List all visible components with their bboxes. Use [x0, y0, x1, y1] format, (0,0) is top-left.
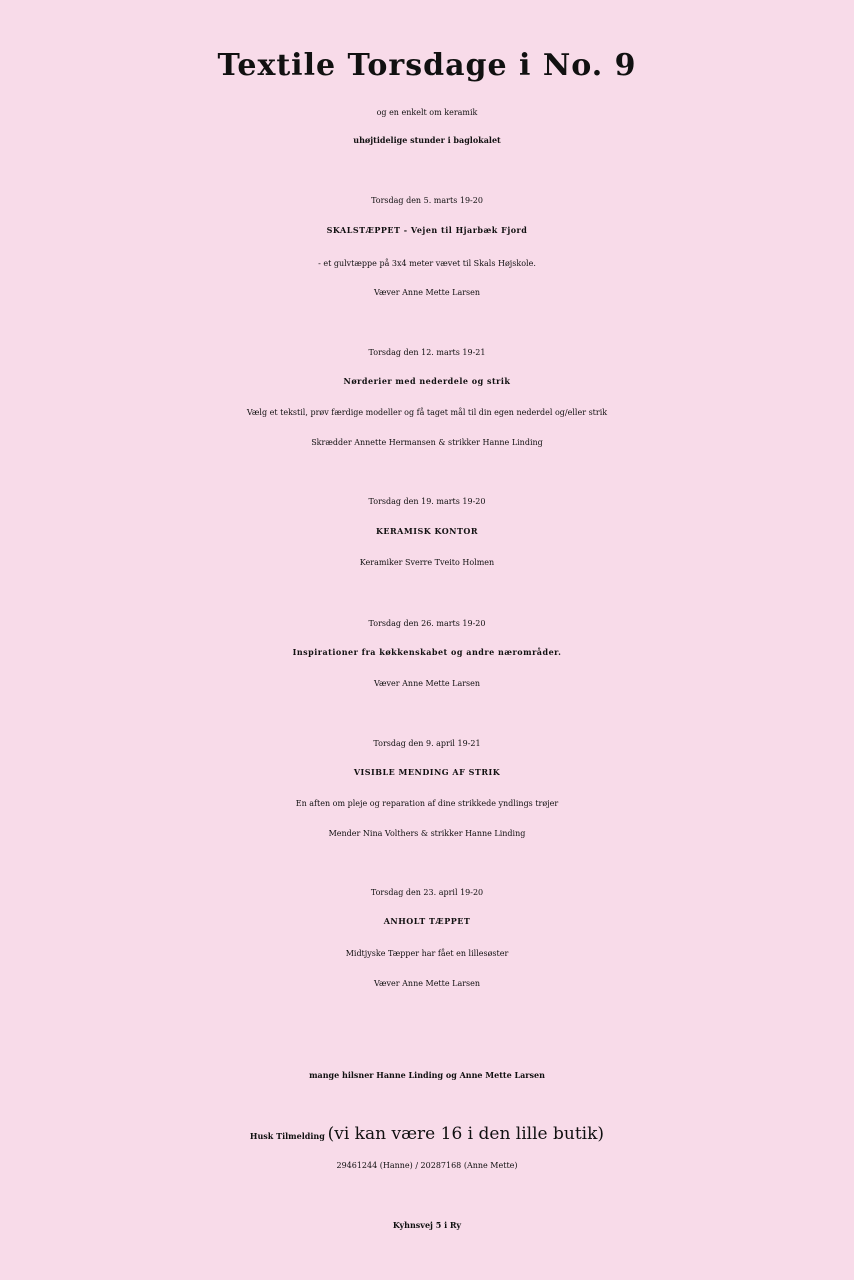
event-2-date: Torsdag den 12. marts 19-21 — [368, 348, 486, 357]
event-6-heading: ANHOLT TÆPPET — [383, 916, 471, 926]
event-5-date: Torsdag den 9. april 19-21 — [373, 739, 481, 748]
event-3-heading: KERAMISK KONTOR — [375, 526, 479, 536]
event-1-heading: SKALSTÆPPET - Vejen til Hjarbæk Fjord — [326, 225, 528, 235]
address: Kyhnsvej 5 i Ry — [392, 1220, 462, 1230]
event-5-description: En aften om pleje og reparation af dine strikkede yndlings trøjer — [295, 799, 559, 808]
event-5-host: Mender Nina Volthers & strikker Hanne Linding — [328, 829, 526, 838]
subtitle-tagline: uhøjtidelige stunder i baglokalet — [353, 135, 501, 145]
event-2-description: Vælg et tekstil, prøv færdige modeller og få taget mål til din egen nederdel og/eller strik — [246, 408, 608, 417]
event-2-heading: Nørderier med nederdele og strik — [343, 376, 511, 386]
event-4-heading: Inspirationer fra køkkenskabet og andre nærområder. — [292, 647, 562, 657]
event-1-host: Væver Anne Mette Larsen — [373, 288, 481, 297]
signup-label: Husk Tilmelding — [249, 1131, 325, 1141]
event-6-date: Torsdag den 23. april 19-20 — [370, 888, 484, 897]
event-3-host: Keramiker Sverre Tveito Holmen — [359, 558, 495, 567]
event-4-host: Væver Anne Mette Larsen — [373, 679, 481, 688]
event-2-host: Skrædder Annette Hermansen & strikker Hanne Linding — [311, 438, 543, 447]
closing-greeting: mange hilsner Hanne Linding og Anne Mette Larsen — [309, 1070, 545, 1080]
event-1-description: - et gulvtæppe på 3x4 meter vævet til Skals Højskole. — [318, 259, 536, 268]
phone-numbers: 29461244 (Hanne) / 20287168 (Anne Mette) — [336, 1161, 518, 1170]
event-4-date: Torsdag den 26. marts 19-20 — [368, 619, 486, 628]
page-title: Textile Torsdage i No. 9 — [217, 48, 637, 83]
event-6-host: Væver Anne Mette Larsen — [373, 979, 481, 988]
event-5-heading: VISIBLE MENDING AF STRIK — [353, 767, 501, 777]
event-6-description: Midtjyske Tæpper har fået en lillesøster — [345, 949, 509, 958]
event-3-date: Torsdag den 19. marts 19-20 — [368, 497, 486, 506]
signup-line — [0, 1119, 854, 1151]
event-1-date: Torsdag den 5. marts 19-20 — [371, 196, 483, 205]
signup-note: (vi kan være 16 i den lille butik) — [327, 1124, 605, 1144]
subtitle-ceramics: og en enkelt om keramik — [376, 108, 478, 117]
